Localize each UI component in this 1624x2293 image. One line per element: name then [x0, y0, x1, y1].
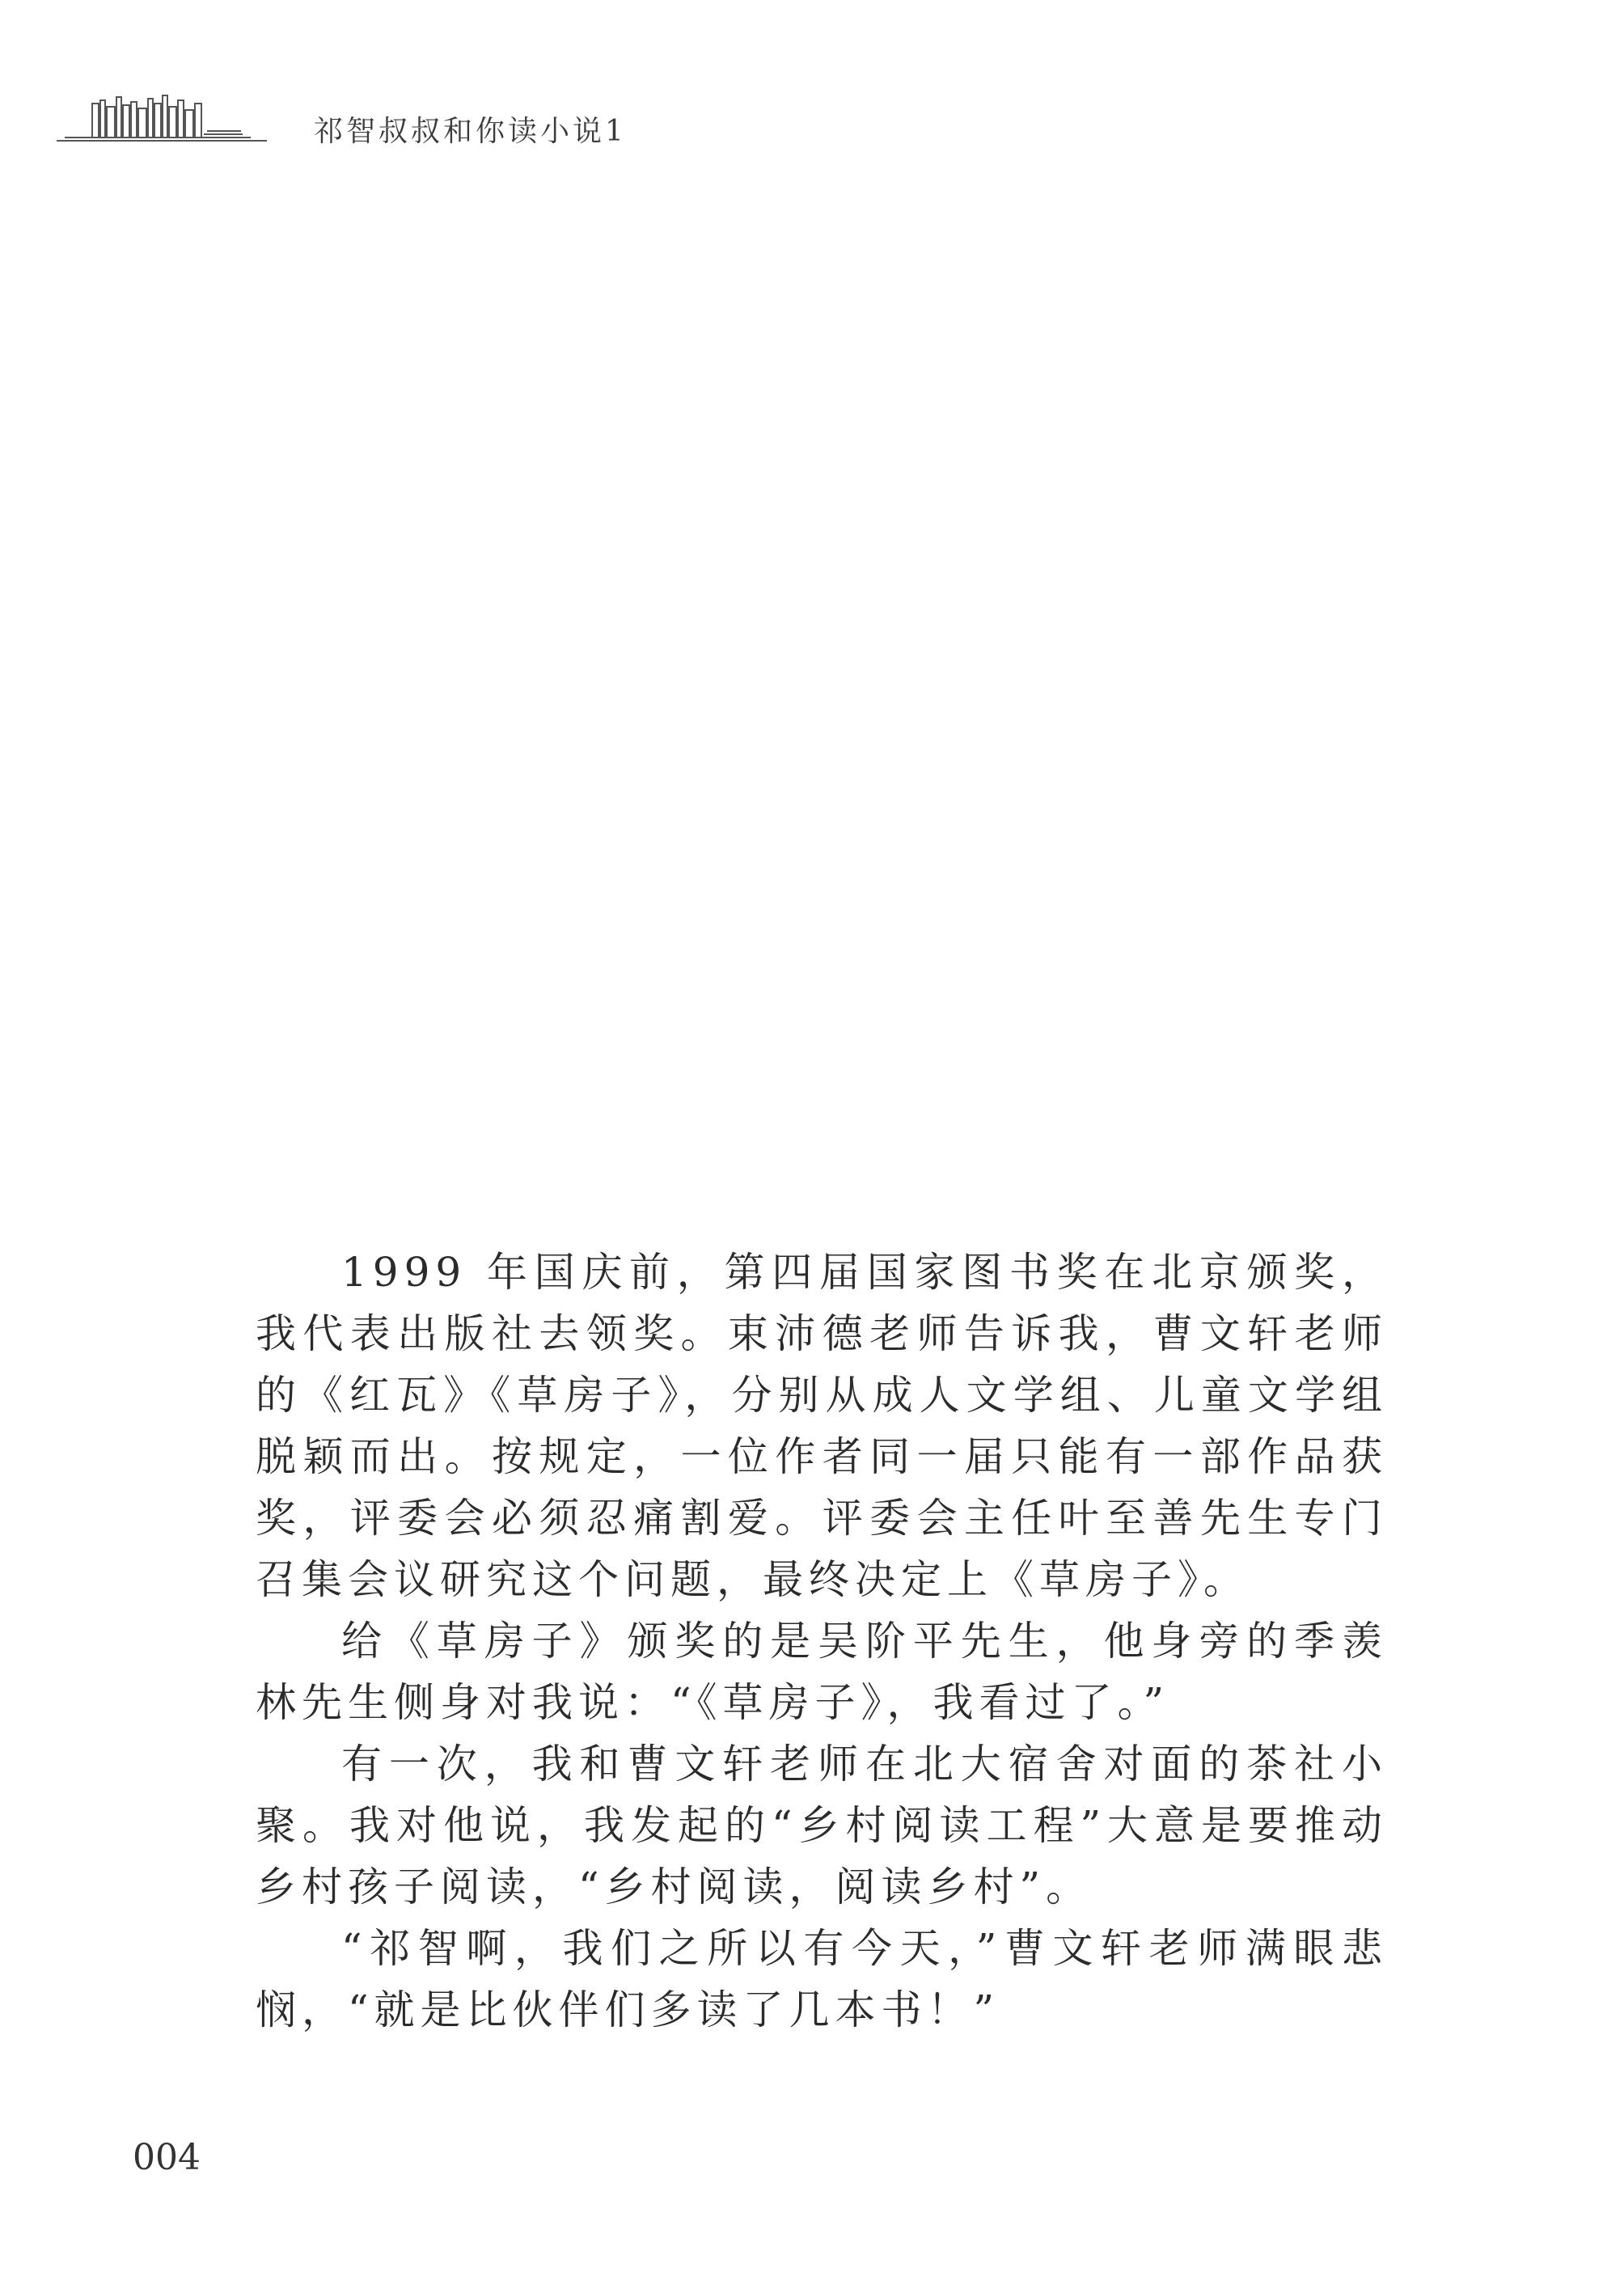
paragraph: “祁智啊，我们之所以有今天，”曹文轩老师满眼悲悯，“就是比伙伴们多读了几本书！” [256, 1925, 1388, 2033]
running-header [57, 87, 627, 152]
running-header-title: 祁智叔叔和你读小说1 [314, 115, 627, 148]
paragraph: 1999 年国庆前，第四届国家图书奖在北京颁奖，我代表出版社去领奖。束沛德老师告诉我，曹文轩老师的《红瓦》《草房子》，分别从成人文学组、儿童文学组脱颖而出。按规定，一位作者同一届只能有一部作品获奖，评委会必须忍痛割爱。评委会主任叶至善先生专门召集会议研究这个问题，最终决定上《草房子》。 [256, 1249, 1388, 1603]
paragraph: 给《草房子》颁奖的是吴阶平先生，他身旁的季羡林先生侧身对我说：“《草房子》，我看过了。” [256, 1618, 1388, 1726]
bookshelf-sketch-icon [57, 87, 267, 152]
paragraph: 有一次，我和曹文轩老师在北大宿舍对面的茶社小聚。我对他说，我发起的“乡村阅读工程”大意是要推动乡村孩子阅读，“乡村阅读，阅读乡村”。 [256, 1741, 1388, 1910]
body-text [256, 1242, 1388, 2041]
page-number: 004 [133, 2137, 201, 2178]
